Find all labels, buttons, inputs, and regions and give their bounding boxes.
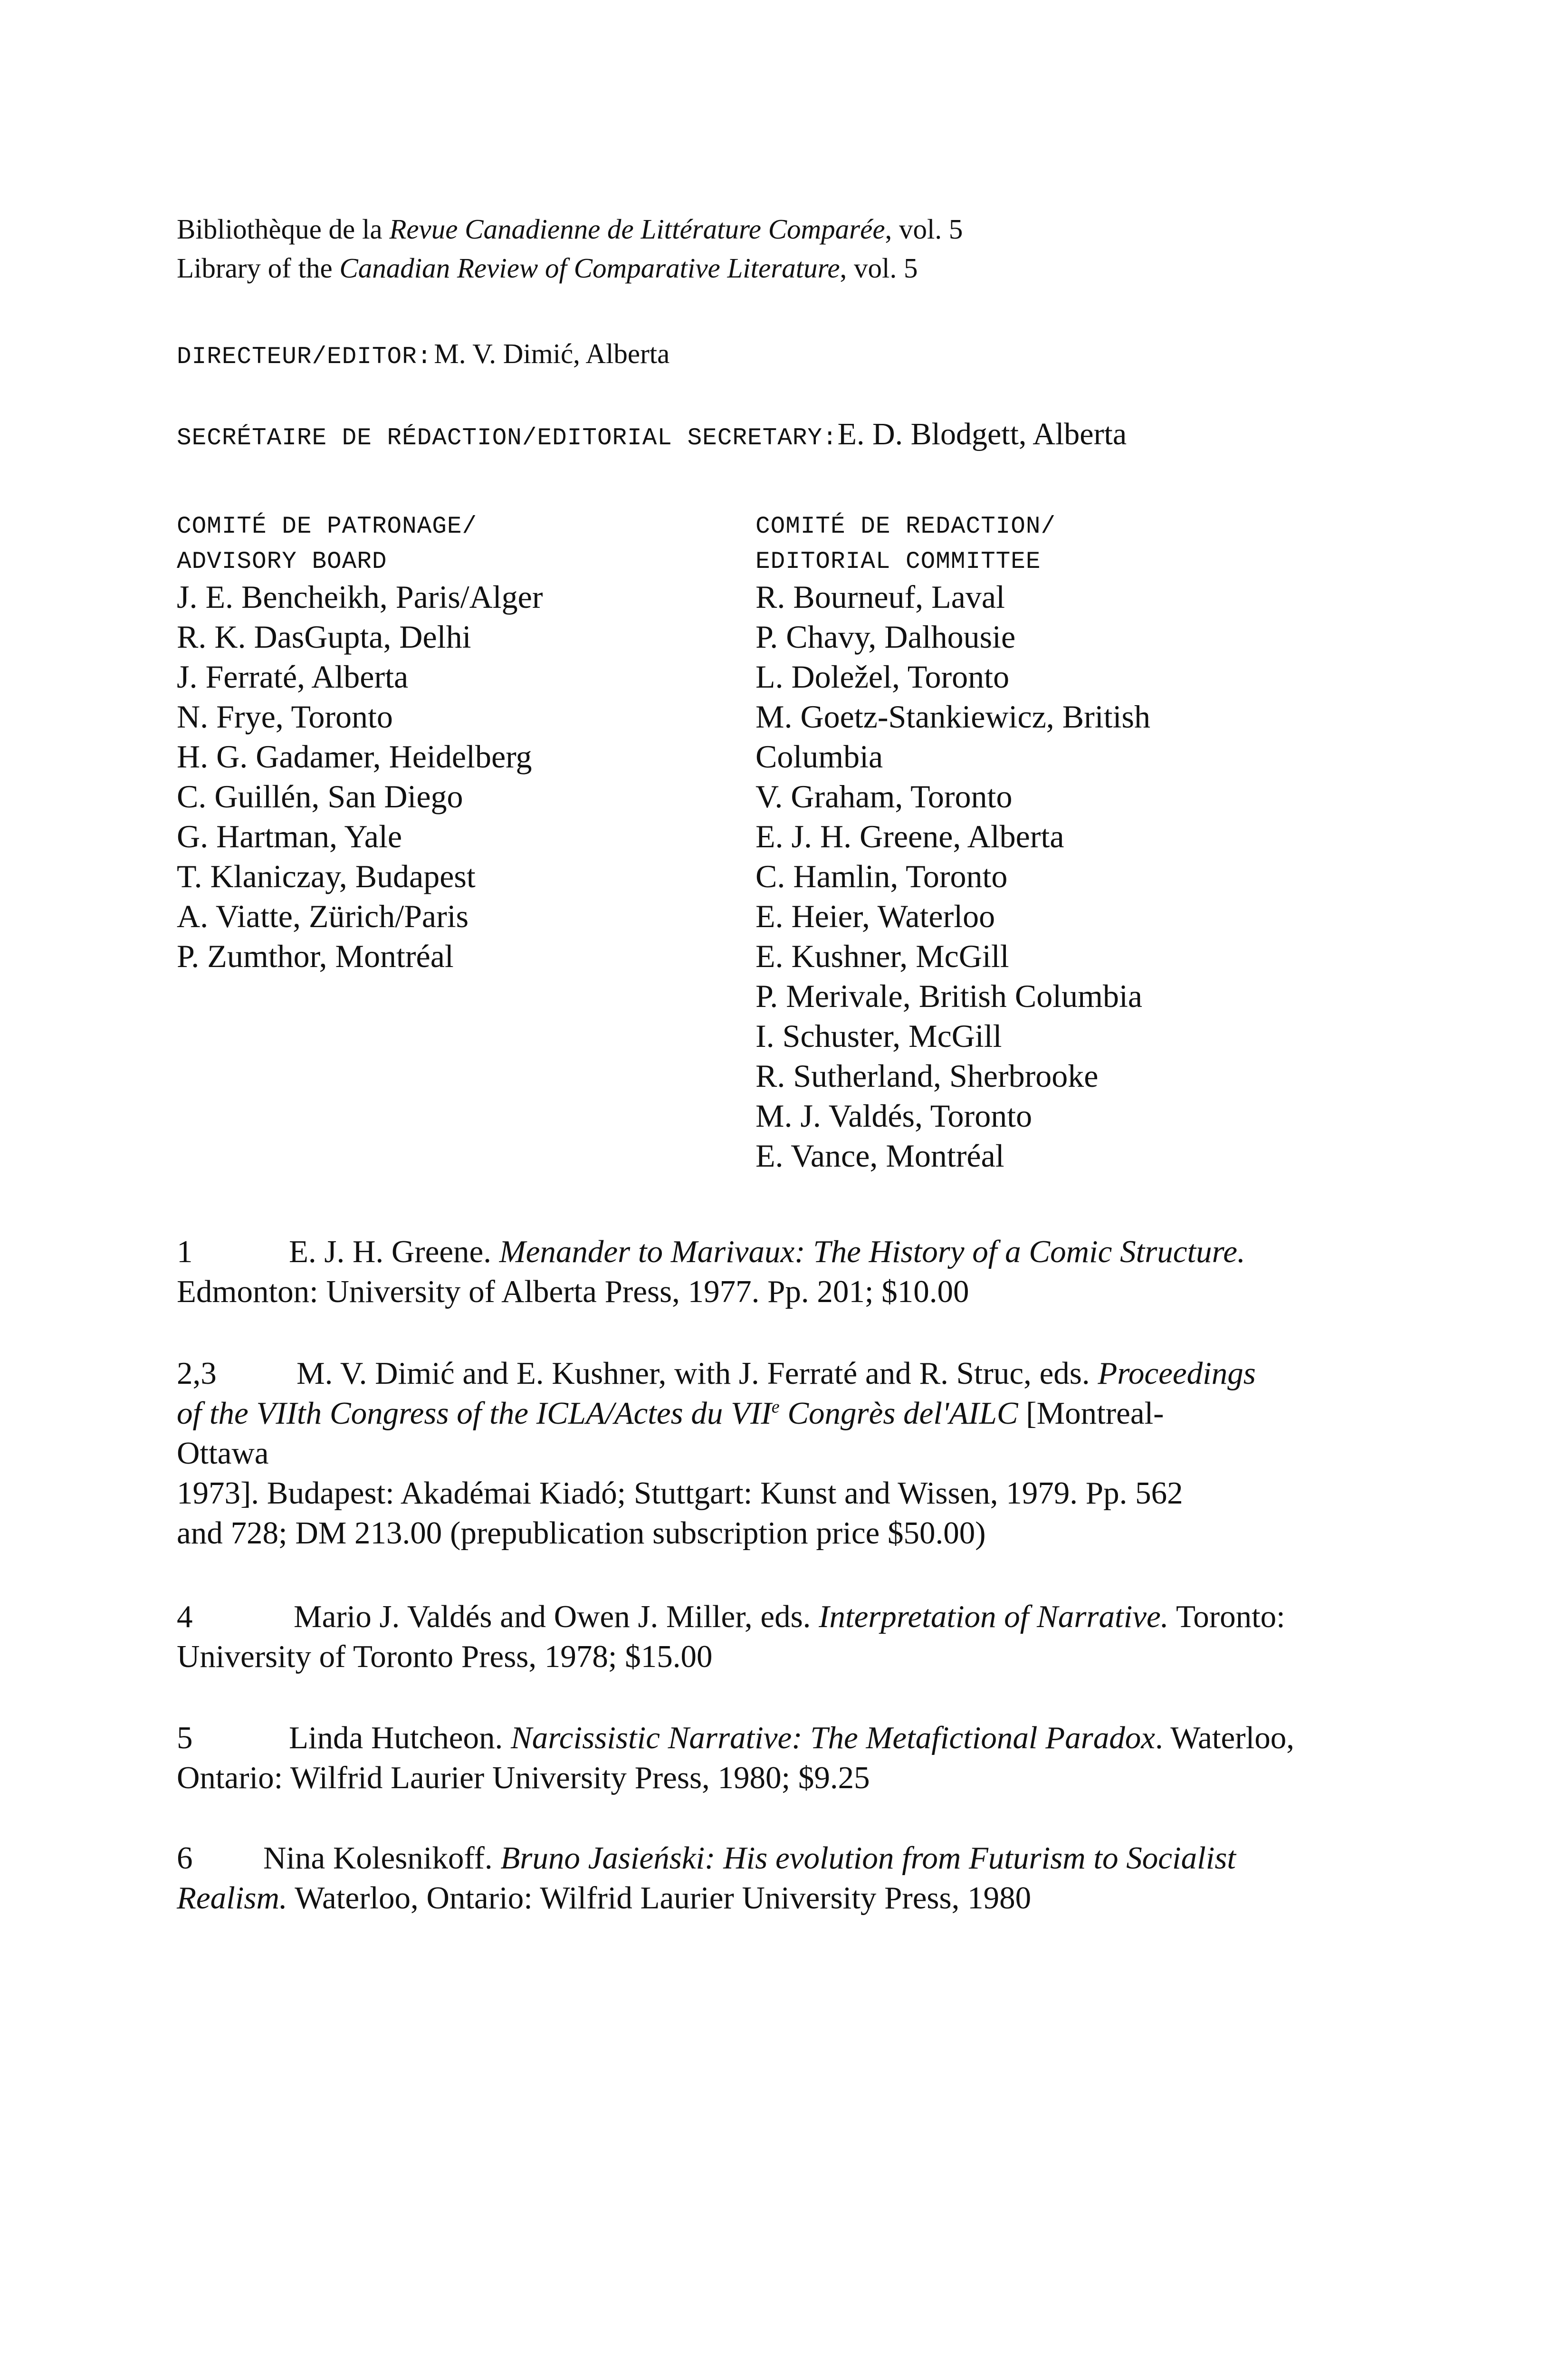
editor-label: DIRECTEUR/EDITOR: xyxy=(177,344,432,371)
series-line-french xyxy=(177,209,963,249)
series-title-french: Revue Canadienne de Littérature Comparée xyxy=(389,213,885,245)
editor-name: M. V. Dimić, Alberta xyxy=(434,338,670,369)
list-item: N. Frye, Toronto xyxy=(177,699,393,735)
editorial-committee-heading: COMITÉ DE REDACTION/ EDITORIAL COMMITTEE xyxy=(755,513,1056,575)
book-title: Interpretation of Narrative. xyxy=(819,1599,1169,1634)
list-item: P. Merivale, British Columbia xyxy=(755,978,1143,1014)
list-item: G. Hartman, Yale xyxy=(177,818,402,854)
series-line-english xyxy=(177,248,918,288)
list-item: R. Bourneuf, Laval xyxy=(755,579,1005,615)
editorial-committee-list xyxy=(755,577,1150,1176)
series-prefix: Library of the xyxy=(177,252,340,284)
series-volume: , vol. 5 xyxy=(840,252,918,284)
editor-line xyxy=(177,334,669,377)
reference-number: 2,3 xyxy=(177,1356,217,1391)
list-item: P. Chavy, Dalhousie xyxy=(755,619,1016,655)
secretary-label: SECRÉTAIRE DE RÉDACTION/EDITORIAL SECRETARY: xyxy=(177,425,838,452)
reference-6: 6 Nina Kolesnikoff. Bruno Jasieński: His evolution from Futurism to Socialist Realism. Waterloo, Ontario: Wilfrid Laurier University Press, 1980 xyxy=(177,1838,1412,1918)
list-item: P. Zumthor, Montréal xyxy=(177,938,454,974)
reference-number: 6 xyxy=(177,1840,193,1876)
reference-1: 1 E. J. H. Greene. Menander to Marivaux: The History of a Comic Structure. Edmonton: University of Alberta Press, 1977. Pp. 201; $10.00 xyxy=(177,1232,1412,1312)
list-item: E. J. H. Greene, Alberta xyxy=(755,818,1064,854)
list-item: E. Vance, Montréal xyxy=(755,1138,1004,1174)
reference-4: 4 Mario J. Valdés and Owen J. Miller, eds. Interpretation of Narrative. Toronto: University of Toronto Press, 1978; $15.00 xyxy=(177,1597,1412,1677)
list-item: E. Kushner, McGill xyxy=(755,938,1009,974)
reference-number: 1 xyxy=(177,1234,193,1269)
list-item: C. Hamlin, Toronto xyxy=(755,858,1008,894)
list-item: I. Schuster, McGill xyxy=(755,1018,1002,1054)
book-title: Bruno Jasieński: His evolution from Futurism to Socialist xyxy=(500,1840,1236,1876)
list-item: Columbia xyxy=(755,738,883,775)
secretary-name: E. D. Blodgett, Alberta xyxy=(837,417,1127,451)
series-title-english: Canadian Review of Comparative Literature xyxy=(339,252,840,284)
list-item: T. Klaniczay, Budapest xyxy=(177,858,476,894)
list-item: C. Guillén, San Diego xyxy=(177,778,463,814)
advisory-board-list xyxy=(177,577,543,976)
advisory-board-heading: COMITÉ DE PATRONAGE/ ADVISORY BOARD xyxy=(177,513,478,575)
list-item: H. G. Gadamer, Heidelberg xyxy=(177,738,532,775)
reference-number: 4 xyxy=(177,1599,193,1634)
reference-2-3: 2,3 M. V. Dimić and E. Kushner, with J. Ferraté and R. Struc, eds. Proceedings of the VIIth Congress of the ICLA/Actes du VIIe Congrès del'AILC [Montreal- Ottawa 1973]. Budapest: Akadémai Kiadó; Stuttgart: Kunst and Wissen, 1979. Pp. 562 and 728; DM 213.00 (prepublication subscription price $50.00) xyxy=(177,1353,1412,1553)
reference-5: 5 Linda Hutcheon. Narcissistic Narrative: The Metafictional Paradox. Waterloo, Ontario: Wilfrid Laurier University Press, 1980; $9.25 xyxy=(177,1718,1412,1798)
book-title: Menander to Marivaux: The History of a Comic Structure. xyxy=(499,1234,1245,1269)
book-title: Proceedings xyxy=(1098,1356,1256,1391)
list-item: R. Sutherland, Sherbrooke xyxy=(755,1058,1099,1094)
list-item: L. Doležel, Toronto xyxy=(755,659,1010,695)
list-item: J. E. Bencheikh, Paris/Alger xyxy=(177,579,543,615)
book-title: Narcissistic Narrative: The Metafictional Paradox xyxy=(511,1720,1156,1755)
series-prefix: Bibliothèque de la xyxy=(177,213,390,245)
secretary-line xyxy=(177,414,1127,459)
list-item: M. J. Valdés, Toronto xyxy=(755,1098,1033,1134)
reference-number: 5 xyxy=(177,1720,193,1755)
list-item: M. Goetz-Stankiewicz, British xyxy=(755,699,1150,735)
list-item: R. K. DasGupta, Delhi xyxy=(177,619,471,655)
list-item: E. Heier, Waterloo xyxy=(755,898,995,934)
list-item: A. Viatte, Zürich/Paris xyxy=(177,898,469,934)
series-volume: , vol. 5 xyxy=(885,213,963,245)
list-item: V. Graham, Toronto xyxy=(755,778,1013,814)
list-item: J. Ferraté, Alberta xyxy=(177,659,409,695)
